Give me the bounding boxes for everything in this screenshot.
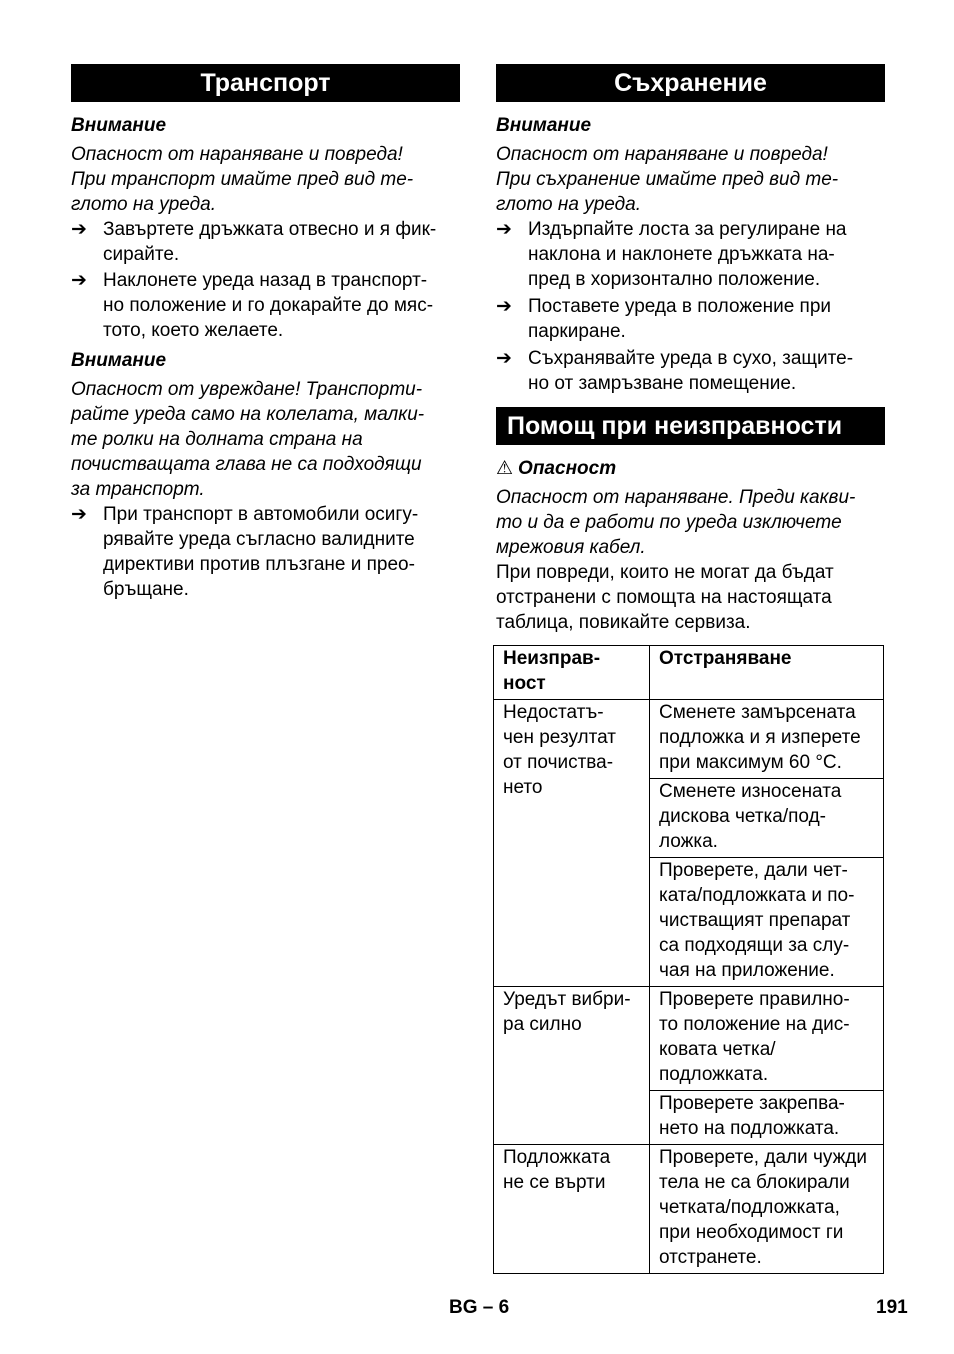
danger-text: Опасност от нараняване. Преди какви- то и да е работи по уреда изключете мрежовия кабел.	[496, 487, 856, 558]
table-row	[494, 987, 884, 1091]
instruction-step: ➔ Наклонете уреда назад в транспорт- но положение и го докарайте до мяс- тото, което желаете.	[71, 270, 434, 341]
caution-label: Внимание	[71, 350, 167, 371]
right-arrow-icon: ➔	[71, 270, 87, 291]
remedy-cell: Проверете закрепва- нето на подложката.	[650, 1091, 884, 1145]
section-title-transport: Транспорт	[71, 64, 460, 102]
caution-text: Опасност от нараняване и повреда! При транспорт имайте пред вид те- глото на уреда.	[71, 144, 414, 215]
right-arrow-icon: ➔	[496, 348, 512, 369]
remedy-cell: Проверете, дали чужди тела не са блокирали четката/подложката, при необходимост ги отстранете.	[650, 1145, 884, 1274]
fault-cell: Подложката не се върти	[494, 1145, 650, 1274]
warning-triangle-icon: ⚠	[496, 458, 514, 479]
table-row	[494, 1145, 884, 1274]
instruction-step: ➔ Издърпайте лоста за регулиране на наклона и наклонете дръжката на- пред в хоризонтално положение.	[496, 219, 847, 290]
header-fault: Неизправ- ност	[494, 646, 650, 700]
fault-cell: Уредът вибри- ра силно	[494, 987, 650, 1145]
instruction-step: ➔ Завъртете дръжката отвесно и я фик- сирайте.	[71, 219, 437, 265]
remedy-cell: Сменете замърсената подложка и я изперете при максимум 60 °C.	[650, 700, 884, 779]
caution-label: Внимание	[71, 115, 167, 136]
troubleshooting-intro: При повреди, които не могат да бъдат отстранени с помощта на настоящата таблица, повикайте сервиза.	[496, 562, 834, 633]
remedy-cell: Сменете износената дискова четка/под- ложка.	[650, 779, 884, 858]
right-arrow-icon: ➔	[71, 219, 87, 240]
table-header-row	[494, 646, 884, 700]
header-remedy: Отстраняване	[650, 646, 884, 700]
remedy-cell: Проверете, дали чет- ката/подложката и по- чистващият препарат са подходящи за слу- чая на приложение.	[650, 858, 884, 987]
section-title-troubleshooting: Помощ при неизправности	[496, 407, 885, 445]
instruction-step: ➔ Съхранявайте уреда в сухо, защите- но от замръзване помещение.	[496, 348, 854, 394]
section-title-storage: Съхранение	[496, 64, 885, 102]
instruction-step: ➔ При транспорт в автомобили осигу- рявайте уреда съгласно валидните директиви против плъзгане и прео- бръщане.	[71, 504, 419, 600]
right-arrow-icon: ➔	[496, 219, 512, 240]
right-arrow-icon: ➔	[496, 296, 512, 317]
right-arrow-icon: ➔	[71, 504, 87, 525]
storage-section	[496, 64, 885, 1274]
troubleshooting-table	[493, 645, 884, 1274]
transport-section	[71, 64, 460, 602]
fault-cell: Недостатъ- чен резултат от почиства- нето	[494, 700, 650, 987]
caution-label: Внимание	[496, 115, 592, 136]
caution-text: Опасност от увреждане! Транспорти- райте уреда само на колелата, малки- те ролки на долната страна на почистващата глава не са подходящи за транспорт.	[71, 379, 425, 500]
remedy-cell: Проверете правилно- то положение на дис- ковата четка/ подложката.	[650, 987, 884, 1091]
page-number: 191	[876, 1297, 908, 1318]
instruction-step: ➔ Поставете уреда в положение при паркиране.	[496, 296, 832, 342]
danger-label: ⚠ Опасност	[496, 458, 617, 479]
caution-text: Опасност от нараняване и повреда! При съхранение имайте пред вид те- глото на уреда.	[496, 144, 839, 215]
footer-section-label: BG – 6	[449, 1297, 510, 1318]
table-row	[494, 700, 884, 779]
